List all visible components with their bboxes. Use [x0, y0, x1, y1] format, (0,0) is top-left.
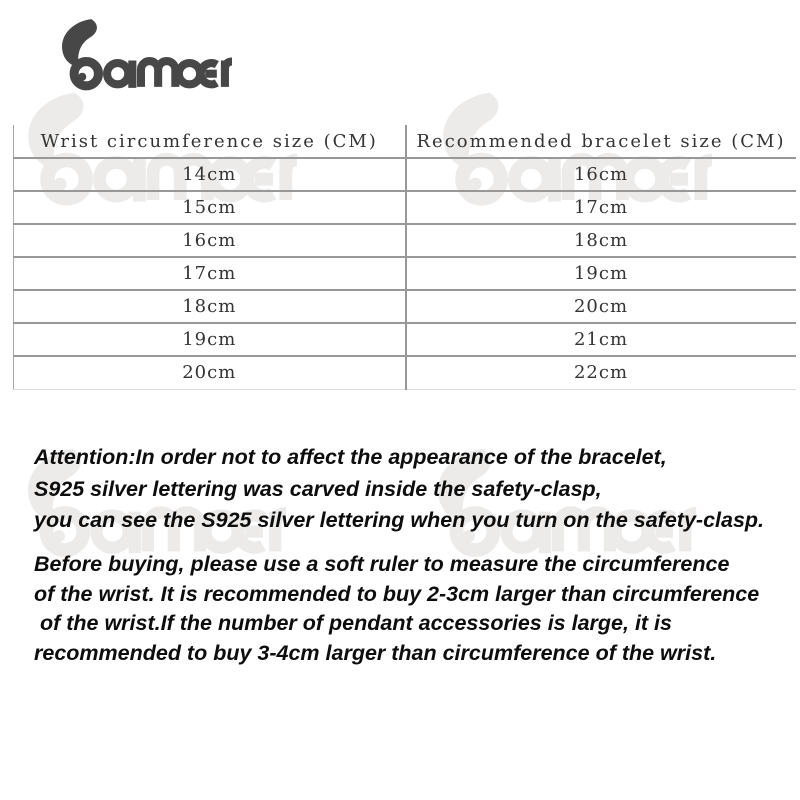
attention-line: Attention:In order not to affect the appearance of the bracelet, — [34, 445, 667, 469]
attention-line: S925 silver lettering was carved inside the safety-clasp, — [34, 476, 602, 501]
bracelet-size-value: 16cm — [406, 158, 796, 191]
table-row — [14, 191, 796, 224]
brand-logo-icon — [60, 16, 232, 97]
table-header-row — [14, 125, 796, 158]
attention-note — [34, 442, 764, 537]
wrist-size-value: 16cm — [14, 224, 406, 257]
table-row — [14, 323, 796, 356]
advice-line: Before buying, please use a soft ruler to measure the circumference — [34, 552, 730, 576]
bracelet-size-value: 18cm — [406, 224, 796, 257]
table-row — [14, 257, 796, 290]
table-row — [14, 290, 796, 323]
measuring-advice-note — [34, 550, 759, 668]
wrist-size-value: 18cm — [14, 290, 406, 323]
bracelet-size-value: 20cm — [406, 290, 796, 323]
bracelet-size-value: 22cm — [406, 356, 796, 389]
bracelet-size-header: Recommended bracelet size (CM) — [406, 125, 796, 158]
advice-line: recommended to buy 3-4cm larger than circumference of the wrist. — [34, 640, 717, 665]
wrist-size-value: 15cm — [14, 191, 406, 224]
advice-line: of the wrist. It is recommended to buy 2-3cm larger than circumference — [34, 581, 760, 606]
wrist-size-value: 14cm — [14, 158, 406, 191]
wrist-size-value: 17cm — [14, 257, 406, 290]
bracelet-size-value: 21cm — [406, 323, 796, 356]
wrist-size-value: 20cm — [14, 356, 406, 389]
wrist-size-value: 19cm — [14, 323, 406, 356]
bracelet-size-value: 17cm — [406, 191, 796, 224]
wrist-size-header: Wrist circumference size (CM) — [14, 125, 406, 158]
advice-line: of the wrist.If the number of pendant accessories is large, it is — [34, 611, 672, 635]
attention-line: you can see the S925 silver lettering when you turn on the safety-clasp. — [34, 508, 765, 532]
size-chart — [13, 125, 796, 390]
size-table — [13, 125, 796, 390]
bracelet-size-value: 19cm — [406, 257, 796, 290]
table-row — [14, 224, 796, 257]
table-row — [14, 356, 796, 389]
table-row — [14, 158, 796, 191]
